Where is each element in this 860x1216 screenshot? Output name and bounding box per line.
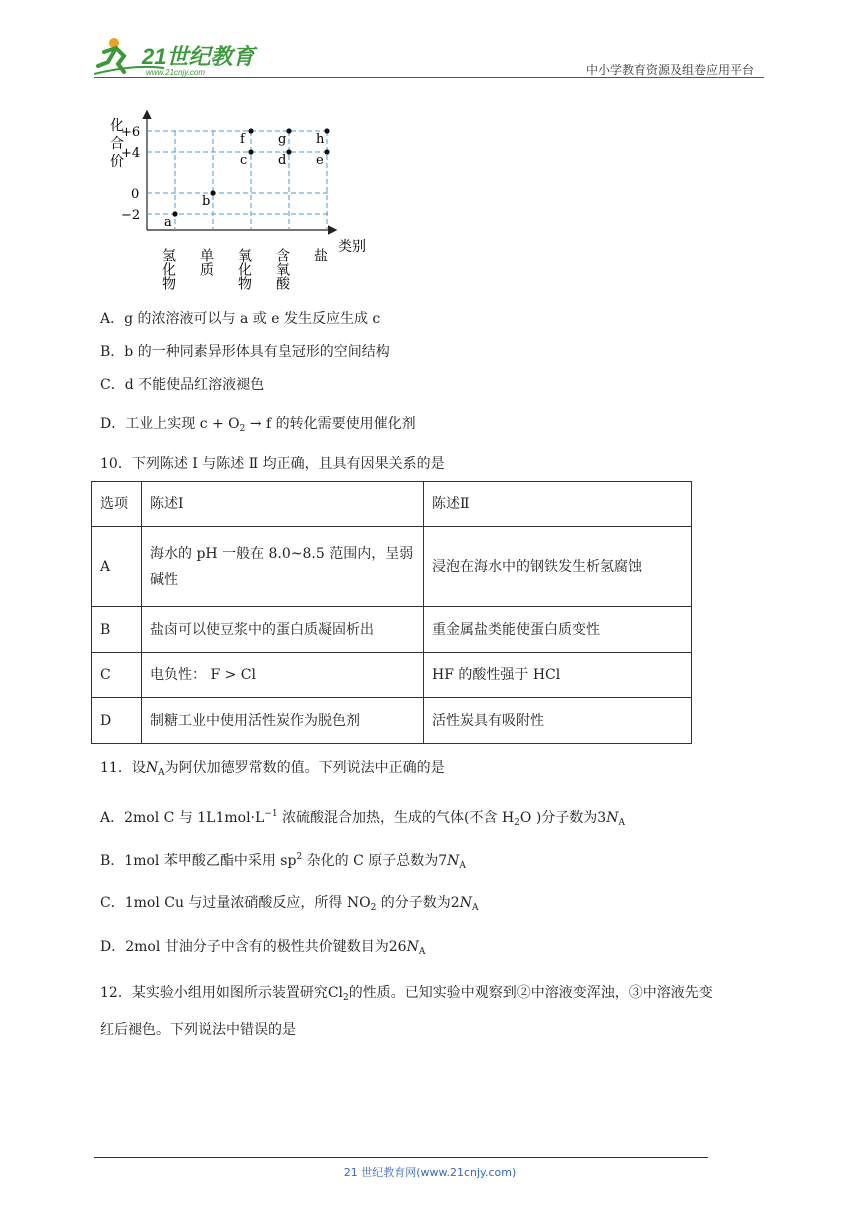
row-statement-2: 活性炭具有吸附性	[424, 698, 692, 744]
q9-option-b: B．b 的一种同素异形体具有皇冠形的空间结构	[100, 344, 390, 360]
q9-d-eq-sub: 2	[239, 424, 246, 434]
y-tick-plus4: +4	[121, 146, 141, 161]
point-b	[210, 190, 215, 195]
row-statement-1: 电负性： F > Cl	[142, 653, 424, 698]
row-option: B	[92, 607, 142, 653]
q11-c-pre: C．1mol Cu 与过量浓硝酸反应，所得 NO	[100, 895, 371, 911]
q9-d-eq-right: → f	[245, 416, 272, 432]
table-row	[92, 607, 692, 653]
avogadro-symbol: N	[606, 810, 619, 826]
avogadro-sub: A	[158, 768, 165, 778]
row-option: C	[92, 653, 142, 698]
q11-a-h2o-sub: 2	[514, 818, 520, 828]
q9-d-eq	[200, 416, 272, 432]
category-oxide: 氧化物	[236, 248, 252, 290]
q11-option-c	[100, 893, 478, 918]
q9-option-c: C．d 不能使品红溶液褪色	[100, 377, 265, 393]
data-points	[164, 128, 330, 230]
point-d	[286, 149, 291, 154]
q11-stem-pre: 11．设	[100, 760, 146, 776]
y-tick-0: 0	[131, 187, 140, 202]
row-statement-1: 盐卤可以使豆浆中的蛋白质凝固析出	[142, 607, 424, 653]
y-axis-label-1: 化	[110, 118, 124, 134]
q12-pre: 12．某实验小组用如图所示装置研究	[100, 985, 328, 1001]
logo-url: www.21cnjy.com	[146, 68, 205, 77]
q11-b-mid: 杂化的 C 原子总数为	[302, 853, 439, 869]
site-logo	[94, 34, 269, 78]
row-statement-2: HF 的酸性强于 HCl	[424, 653, 692, 698]
q11-a-pre: A．2mol C 与 1L1mol·L	[100, 810, 265, 826]
q11-b-sup: 2	[296, 852, 303, 862]
page-header	[94, 34, 762, 78]
point-label-a: a	[164, 215, 172, 230]
point-h	[324, 128, 329, 133]
q10-table	[91, 481, 692, 744]
row-option: D	[92, 698, 142, 744]
y-axis-label-2: 合	[110, 136, 124, 152]
q11-b-value: 7	[438, 853, 448, 869]
footer-link[interactable]: 21 世纪教育网(www.21cnjy.com)	[343, 1166, 517, 1179]
q12-post: 的性质。已知实验中观察到②中溶液变浑浊，③中溶液先变	[348, 985, 713, 1001]
y-tick-plus6: +6	[121, 125, 141, 140]
chlorine-sub: 2	[343, 993, 349, 1003]
q10-stem: 10．下列陈述 Ⅰ 与陈述 Ⅱ 均正确，且具有因果关系的是	[100, 456, 445, 472]
q9-d-post: 的转化需要使用催化剂	[271, 416, 416, 432]
q11-a-mid: 浓硫酸混合加热，生成的气体(不含 H	[277, 810, 515, 826]
q11-c-sub: 2	[370, 903, 377, 913]
header-option: 选项	[92, 482, 142, 527]
point-label-e: e	[316, 153, 324, 168]
q12-stem-line-1	[100, 983, 713, 1008]
y-tick-minus2: −2	[121, 208, 141, 223]
q9-option-d	[100, 414, 416, 439]
table-row	[92, 527, 692, 607]
q11-b-pre: B．1mol 苯甲酸乙酯中采用 sp	[100, 853, 297, 869]
q11-a-value: 3	[597, 810, 607, 826]
category-salt: 盐	[312, 248, 328, 262]
category-oxyacid: 含氧酸	[274, 248, 290, 290]
q11-option-b	[100, 847, 466, 876]
row-statement-2: 重金属盐类能使蛋白质变性	[424, 607, 692, 653]
point-label-f: f	[240, 132, 245, 147]
q11-option-d	[100, 937, 425, 962]
chlorine-symbol: Cl	[327, 985, 344, 1001]
q9-option-a: A．g 的浓溶液可以与 a 或 e 发生反应生成 c	[100, 311, 381, 327]
logo-text: 21世纪教育	[142, 44, 255, 69]
avogadro-symbol: N	[459, 895, 472, 911]
q11-option-a	[100, 804, 625, 833]
q11-d-pre: D．2mol 甘油分子中含有的极性共价键数目为	[100, 939, 389, 955]
row-statement-1: 制糖工业中使用活性炭作为脱色剂	[142, 698, 424, 744]
avogadro-sub: A	[418, 947, 426, 957]
q11-c-mid: 的分子数为	[376, 895, 451, 911]
x-axis-label: 类别	[338, 239, 366, 255]
avogadro-symbol: N	[145, 760, 159, 776]
category-element: 单质	[198, 248, 214, 276]
valence-category-diagram	[98, 106, 388, 296]
point-g	[286, 128, 291, 133]
q11-stem-post: 为阿伏加德罗常数的值。下列说法中正确的是	[164, 760, 445, 776]
point-c	[248, 149, 253, 154]
header-statement-2: 陈述Ⅱ	[424, 482, 692, 527]
row-statement-2: 浸泡在海水中的钢铁发生析氢腐蚀	[424, 527, 692, 607]
table-row	[92, 698, 692, 744]
row-statement-1: 海水的 pH 一般在 8.0~8.5 范围内，呈弱碱性	[142, 527, 424, 607]
point-e	[324, 149, 329, 154]
q11-c-value: 2	[450, 895, 460, 911]
category-hydride: 氢化物	[160, 248, 176, 290]
header-divider	[94, 77, 764, 78]
q11-stem	[100, 758, 445, 783]
point-label-h: h	[316, 132, 325, 147]
point-label-c: c	[240, 153, 248, 168]
avogadro-sub: A	[471, 903, 479, 913]
q12-stem-line-2: 红后褪色。下列说法中错误的是	[100, 1022, 296, 1038]
row-option: A	[92, 527, 142, 607]
q11-a-sup: −1	[264, 809, 278, 819]
avogadro-symbol: N	[406, 939, 419, 955]
header-platform-text: 中小学教育资源及组卷应用平台	[585, 63, 754, 77]
header-statement-1: 陈述Ⅰ	[142, 482, 424, 527]
q9-d-eq-left: c + O	[199, 416, 240, 432]
table-row	[92, 653, 692, 698]
footer-divider	[94, 1157, 708, 1158]
point-label-b: b	[202, 194, 211, 209]
point-f	[248, 128, 253, 133]
q11-d-value: 26	[388, 939, 407, 955]
avogadro-sub: A	[459, 861, 466, 871]
point-a	[172, 211, 177, 216]
avogadro-symbol: N	[447, 853, 460, 869]
y-axis-label-3: 价	[110, 154, 124, 170]
q11-a-mid2: O )分子数为	[519, 810, 598, 826]
q9-d-pre: D．工业上实现	[100, 416, 196, 432]
x-category-labels	[160, 247, 328, 291]
point-label-g: g	[278, 132, 287, 147]
point-label-d: d	[278, 153, 287, 168]
avogadro-sub: A	[618, 818, 625, 828]
table-header-row	[92, 482, 692, 527]
